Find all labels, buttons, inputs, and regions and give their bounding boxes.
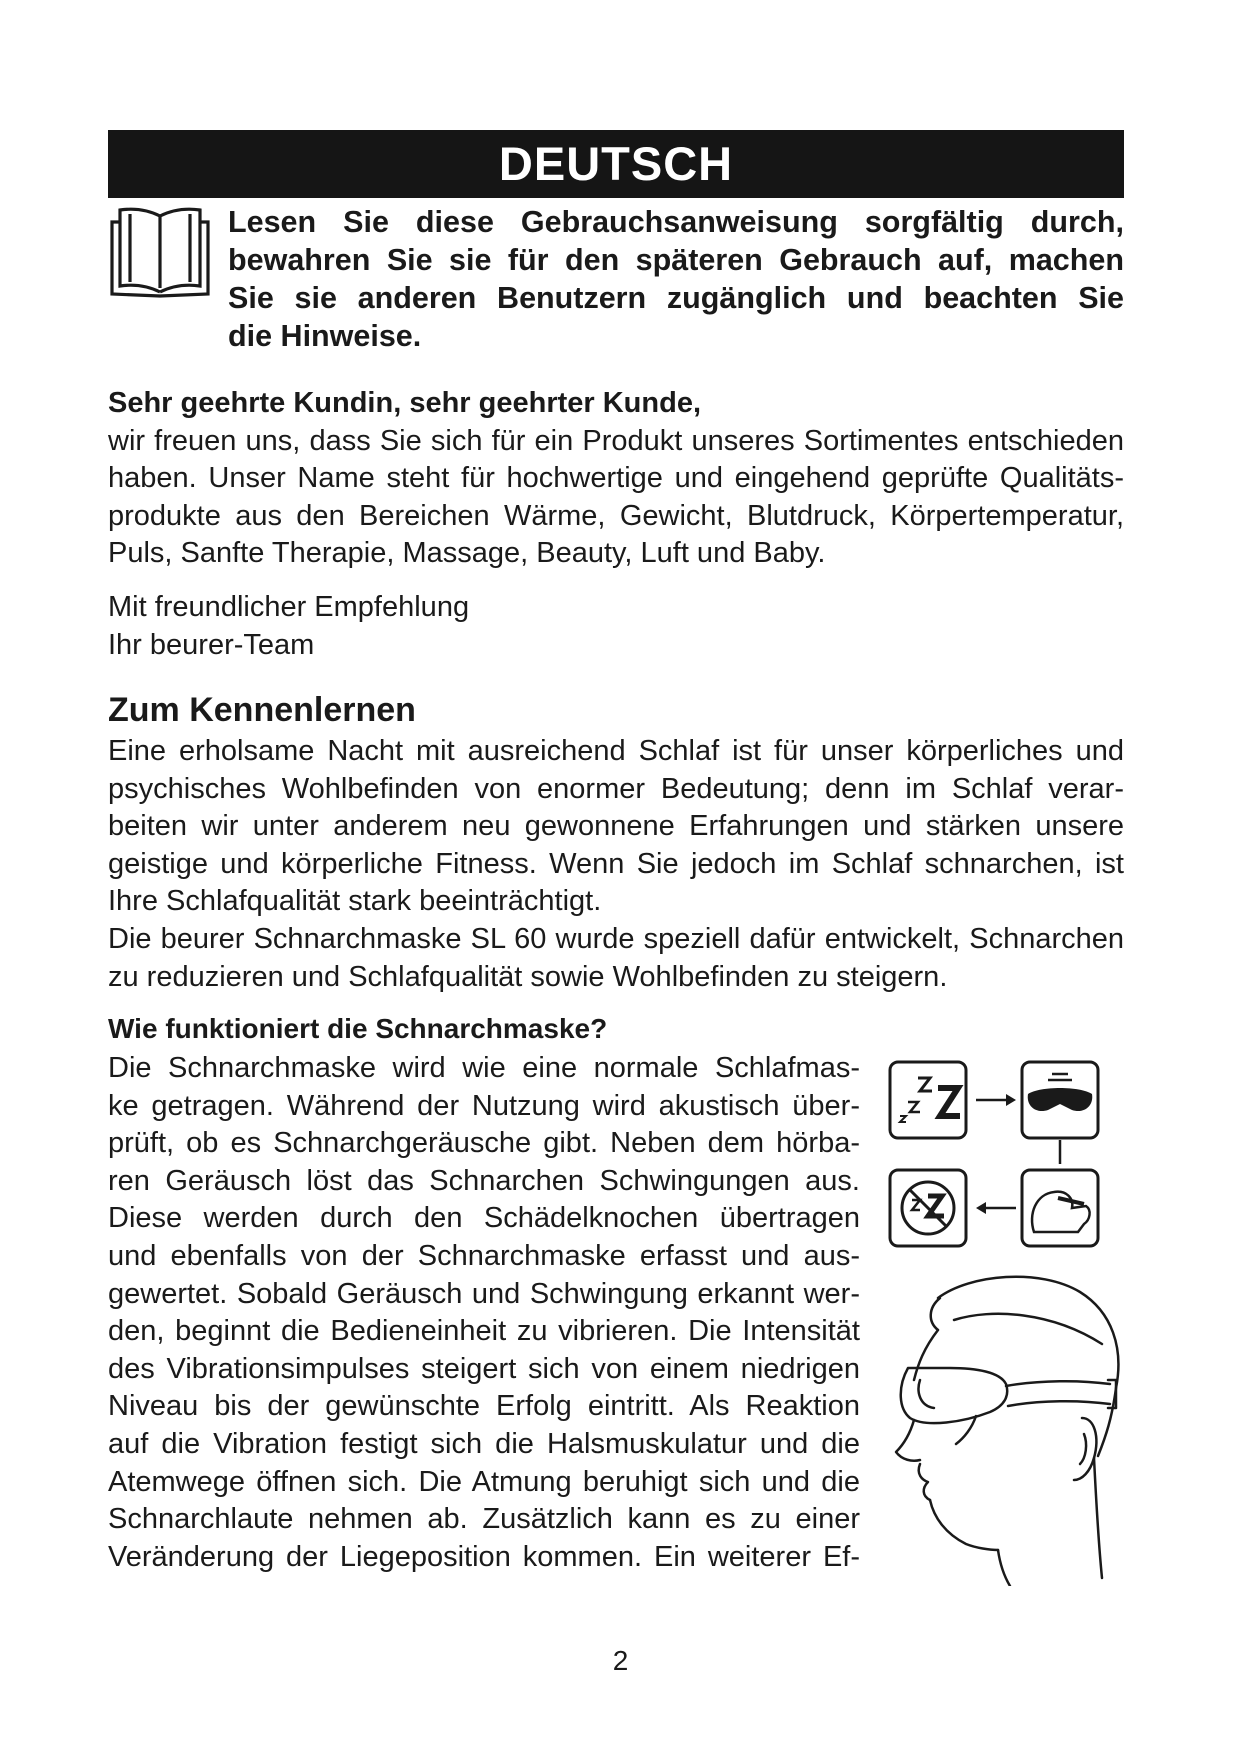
greeting-block xyxy=(108,385,1124,573)
body-line: Die beurer Schnarchmaske SL 60 wurde speziell dafür entwickelt, Schnarchen xyxy=(108,922,1124,955)
body-line: geistige und körperliche Fitness. Wenn Sie jedoch im Schlaf schnarchen, ist xyxy=(108,847,1124,880)
person-wearing-mask-illustration xyxy=(880,1268,1128,1586)
safety-intro xyxy=(228,203,1124,355)
body-line: ren Geräusch löst das Schnarchen Schwingungen aus. xyxy=(108,1164,860,1197)
page-number: 2 xyxy=(612,1645,629,1676)
greeting-salutation: Sehr geehrte Kundin, sehr geehrter Kunde, xyxy=(108,387,701,419)
body-line: den, beginnt die Bedieneinheit zu vibrieren. Die Intensität xyxy=(108,1315,860,1348)
greeting-closing xyxy=(108,589,469,664)
function-diagram xyxy=(888,1058,1118,1258)
body-line: Atemwege öffnen sich. Die Atmung beruhigt sich und die xyxy=(108,1465,860,1498)
body-line: Die Schnarchmaske wird wie eine normale Schlafmas- xyxy=(108,1052,860,1084)
closing-line: Ihr beurer-Team xyxy=(108,628,315,661)
body-line: Veränderung der Liegeposition kommen. Ein weiterer Ef- xyxy=(108,1540,860,1573)
subsection-heading: Wie funktioniert die Schnarchmaske? xyxy=(108,1013,608,1044)
arrow-right-icon xyxy=(976,1094,1016,1106)
snore-zz-icon xyxy=(890,1062,966,1138)
head-pillow-icon xyxy=(1022,1170,1098,1246)
intro-line: Sie sie anderen Benutzern zugänglich und beachten Sie xyxy=(228,281,1124,315)
intro-line: Lesen Sie diese Gebrauchsanweisung sorgfältig durch, xyxy=(228,205,1124,239)
intro-line: die Hinweise. xyxy=(228,319,422,353)
body-line: Ihre Schlafqualität stark beeinträchtigt. xyxy=(108,885,602,918)
greeting-line: produkte aus den Bereichen Wärme, Gewicht, Blutdruck, Körpertemperatur, xyxy=(108,499,1124,532)
open-book-icon xyxy=(108,202,214,300)
body-line: Schnarchlaute nehmen ab. Zusätzlich kann es zu einer xyxy=(108,1503,860,1536)
mask-vibration-icon xyxy=(1022,1062,1098,1138)
language-header: DEUTSCH xyxy=(108,130,1124,198)
greeting-line: Puls, Sanfte Therapie, Massage, Beauty, Luft und Baby. xyxy=(108,537,826,570)
body-line: beiten wir unter anderem neu gewonnene Erfahrungen und stärken unsere xyxy=(108,810,1124,843)
body-line: Diese werden durch den Schädelknochen übertragen xyxy=(108,1202,860,1235)
closing-line: Mit freundlicher Empfehlung xyxy=(108,591,470,623)
body-line: ke getragen. Während der Nutzung wird akustisch über- xyxy=(108,1089,860,1122)
intro-line: bewahren Sie sie für den späteren Gebrauch auf, machen xyxy=(228,243,1124,277)
body-line: Niveau bis der gewünschte Erfolg eintritt. Als Reaktion xyxy=(108,1390,860,1423)
section-heading: Zum Kennenlernen xyxy=(108,691,416,729)
section-body xyxy=(108,733,1124,996)
subsection-body xyxy=(108,1050,860,1576)
body-line: und ebenfalls von der Schnarchmaske erfasst und aus- xyxy=(108,1239,860,1272)
body-line: Eine erholsame Nacht mit ausreichend Schlaf ist für unser körperliches und xyxy=(108,735,1124,767)
body-line: auf die Vibration festigt sich die Halsmuskulatur und die xyxy=(108,1427,860,1460)
greeting-line: haben. Unser Name steht für hochwertige und eingehend geprüfte Qualitäts- xyxy=(108,462,1124,495)
body-line: prüft, ob es Schnarchgeräusche gibt. Neben dem hörba- xyxy=(108,1127,860,1160)
body-line: psychisches Wohlbefinden von enormer Bedeutung; denn im Schlaf verar- xyxy=(108,772,1124,805)
no-snore-icon xyxy=(890,1170,966,1246)
body-line: des Vibrationsimpulses steigert sich von einem niedrigen xyxy=(108,1352,860,1385)
arrow-left-icon xyxy=(976,1202,1016,1214)
greeting-line: wir freuen uns, dass Sie sich für ein Produkt unseres Sortimentes entschieden xyxy=(108,424,1124,457)
body-line: zu reduzieren und Schlafqualität sowie Wohlbefinden zu steigern. xyxy=(108,960,948,993)
body-line: gewertet. Sobald Geräusch und Schwingung erkannt wer- xyxy=(108,1277,860,1310)
